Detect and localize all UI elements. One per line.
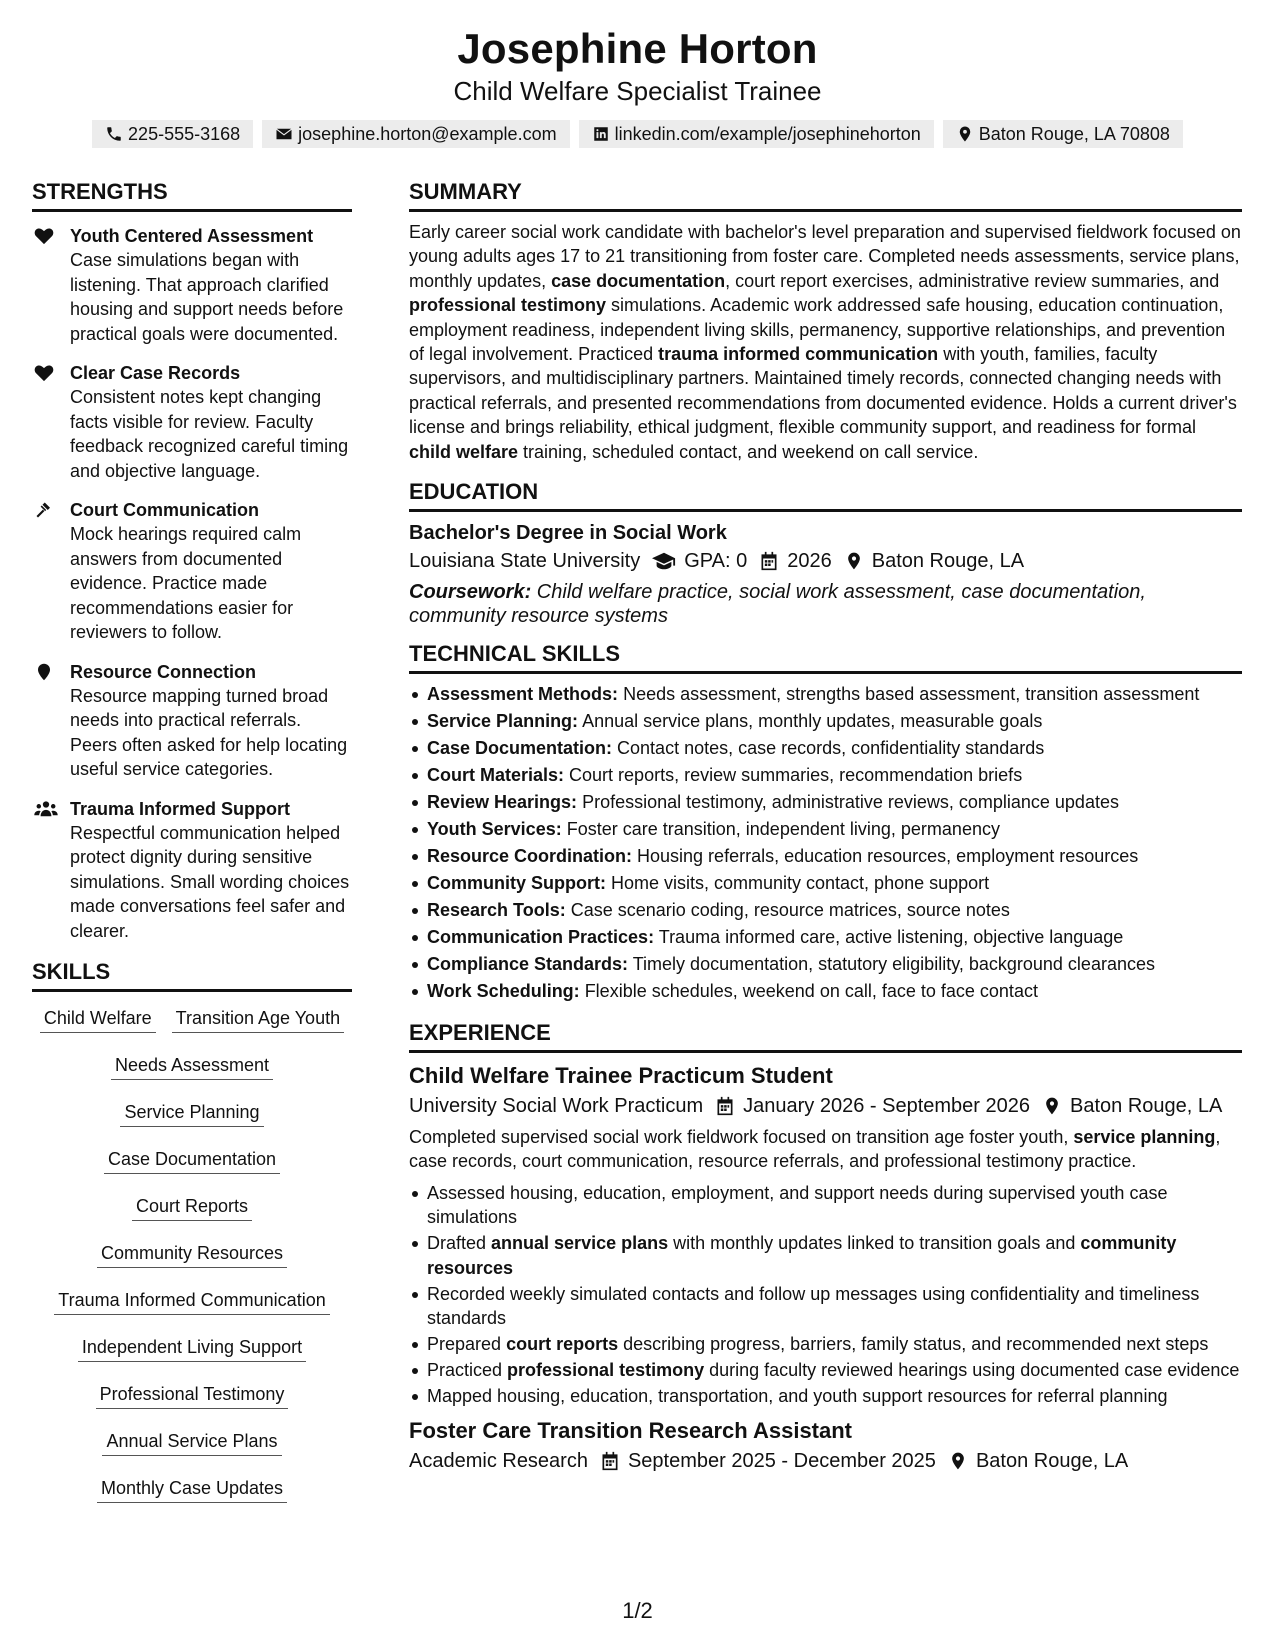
list-item: Compliance Standards: Timely documentation, statutory eligibility, background clearances (409, 951, 1242, 978)
right-column (409, 178, 1242, 1476)
linkedin-text: linkedin.com/example/josephinehorton (614, 123, 921, 144)
candidate-title: Child Welfare Specialist Trainee (453, 76, 822, 106)
list-item: Work Scheduling: Flexible schedules, weekend on call, face to face contact (409, 978, 1242, 1005)
job-org: Academic Research (409, 1450, 588, 1473)
job-entry (409, 1061, 1242, 1408)
phone-icon (105, 125, 123, 143)
list-item: Service Planning: Annual service plans, monthly updates, measurable goals (409, 708, 1242, 735)
job-location: Baton Rouge, LA (1070, 1095, 1223, 1118)
skill-tag: Court Reports (132, 1194, 252, 1221)
map-pin-icon (948, 1451, 968, 1471)
contact-location (943, 120, 1183, 148)
list-item: Practiced professional testimony during faculty reviewed hearings using documented case evidence (409, 1358, 1242, 1382)
map-pin-icon (1042, 1096, 1062, 1116)
gavel-icon (34, 501, 54, 519)
education-location: Baton Rouge, LA (871, 550, 1025, 573)
job-dates: January 2026 - September 2026 (743, 1095, 1030, 1118)
education-meta (409, 546, 1242, 576)
skills-heading: SKILLS (32, 958, 352, 992)
calendar-icon (759, 551, 779, 571)
list-item: Resource Coordination: Housing referrals, education resources, employment resources (409, 843, 1242, 870)
list-item: Research Tools: Case scenario coding, resource matrices, source notes (409, 897, 1242, 924)
experience-section (409, 1019, 1242, 1476)
summary-section (409, 178, 1242, 464)
skill-tag: Professional Testimony (96, 1382, 289, 1409)
phone-text: 225-555-3168 (128, 123, 241, 144)
page-number: 1/2 (622, 1598, 653, 1623)
education-section (409, 478, 1242, 628)
list-item: Drafted annual service plans with monthly updates linked to transition goals and community resources (409, 1231, 1242, 1280)
job-location: Baton Rouge, LA (975, 1450, 1129, 1473)
education-heading: EDUCATION (409, 478, 1242, 512)
gpa: GPA: 0 (684, 550, 748, 573)
job-meta (409, 1446, 1242, 1476)
job-title: Foster Care Transition Research Assistant (409, 1418, 853, 1444)
list-item: Youth Services: Foster care transition, independent living, permanency (409, 816, 1242, 843)
map-pin-icon (956, 125, 974, 143)
list-item: Case Documentation: Contact notes, case records, confidentiality standards (409, 735, 1242, 762)
technical-skills-heading: TECHNICAL SKILLS (409, 640, 1242, 674)
list-item: Court Materials: Court reports, review summaries, recommendation briefs (409, 762, 1242, 789)
strengths-section (32, 178, 352, 943)
skill-tag: Child Welfare (40, 1006, 156, 1033)
job-org: University Social Work Practicum (409, 1095, 704, 1118)
coursework: Coursework: Child welfare practice, social work assessment, case documentation, community resource systems (409, 581, 1146, 628)
school-name: Louisiana State University (409, 550, 641, 573)
map-pin-icon (844, 551, 864, 571)
linkedin-icon (592, 125, 610, 143)
heart-icon (34, 364, 54, 382)
resume-header (0, 22, 1275, 148)
skill-tag: Case Documentation (104, 1147, 280, 1174)
job-entry (409, 1416, 1242, 1476)
list-item: Community Support: Home visits, community contact, phone support (409, 870, 1242, 897)
skill-tag: Monthly Case Updates (97, 1476, 287, 1503)
degree-title: Bachelor's Degree in Social Work (409, 522, 727, 545)
technical-skills-section (409, 640, 1242, 1005)
list-item: Mapped housing, education, transportation, and youth support resources for referral planning (409, 1384, 1242, 1408)
list-item: Assessed housing, education, employment, and support needs during supervised youth case simulations (409, 1181, 1242, 1230)
graduation-cap-icon (652, 551, 676, 571)
left-column (32, 178, 352, 1523)
email-text: josephine.horton@example.com (298, 123, 557, 144)
calendar-icon (600, 1451, 620, 1471)
list-item: Review Hearings: Professional testimony, administrative reviews, compliance updates (409, 789, 1242, 816)
skill-tag: Community Resources (97, 1241, 287, 1268)
summary-text: Early career social work candidate with bachelor's level preparation and supervised fieldwork focused on young adults ages 17 to 21 transitioning from foster care. Completed needs assessments, service plans, monthly updates, case documentation, court report exercises, administrative review summaries, and professional testimony simulations. Academic work addressed safe housing, education continuation, employment readiness, independent living skills, permanency, supportive relationships, and prevention of legal involvement. Practiced trauma informed communication with youth, families, faculty supervisors, and multidisciplinary partners. Maintained timely records, connected changing needs with practical referrals, and presented recommendations from documented evidence. Holds a current driver's license and brings reliability, ethical judgment, flexible community support, and readiness for formal child welfare training, scheduled contact, and weekend on call service. (409, 222, 1241, 462)
contact-email[interactable] (262, 120, 569, 148)
strength-item: Youth Centered Assessment Case simulations began with listening. That approach clarified housing and support needs before practical goals were documented. (32, 224, 352, 346)
heart-icon (34, 227, 54, 245)
job-meta (409, 1091, 1242, 1121)
skill-tag: Needs Assessment (111, 1053, 273, 1080)
job-dates: September 2025 - December 2025 (627, 1450, 936, 1473)
list-item: Prepared court reports describing progress, barriers, family status, and recommended next steps (409, 1332, 1242, 1356)
candidate-name: Josephine Horton (457, 25, 818, 72)
skill-tag: Independent Living Support (78, 1335, 306, 1362)
skills-section (32, 958, 352, 1503)
experience-heading: EXPERIENCE (409, 1019, 1242, 1053)
list-item: Assessment Methods: Needs assessment, strengths based assessment, transition assessment (409, 681, 1242, 708)
summary-heading: SUMMARY (409, 178, 1242, 212)
list-item: Communication Practices: Trauma informed care, active listening, objective language (409, 924, 1242, 951)
contact-linkedin[interactable] (579, 120, 934, 148)
strength-item: Trauma Informed Support Respectful communication helped protect dignity during sensitive simulations. Small wording choices made conversations feel safer and clearer. (32, 797, 352, 944)
skill-tag: Annual Service Plans (102, 1429, 281, 1456)
graduation-year: 2026 (787, 550, 832, 573)
contact-phone[interactable] (92, 120, 253, 148)
job-description: Completed supervised social work fieldwork focused on transition age foster youth, service planning, case records, court communication, resource referrals, and professional testimony practice. (409, 1127, 1221, 1172)
skill-tag: Service Planning (120, 1100, 263, 1127)
skill-tag: Trauma Informed Communication (54, 1288, 329, 1315)
strengths-heading: STRENGTHS (32, 178, 352, 212)
map-pin-icon (34, 663, 54, 681)
strength-item: Resource Connection Resource mapping turned broad needs into practical referrals. Peers often asked for help locating useful service categories. (32, 660, 352, 782)
job-title: Child Welfare Trainee Practicum Student (409, 1063, 833, 1089)
people-icon (34, 800, 58, 818)
calendar-icon (715, 1096, 735, 1116)
location-text: Baton Rouge, LA 70808 (978, 123, 1170, 144)
envelope-icon (275, 125, 293, 143)
strength-item: Court Communication Mock hearings required calm answers from documented evidence. Practice made recommendations easier for reviewers to follow. (32, 498, 352, 645)
skill-tag: Transition Age Youth (172, 1006, 344, 1033)
contact-bar (0, 120, 1275, 148)
list-item: Recorded weekly simulated contacts and follow up messages using confidentiality and timeliness standards (409, 1282, 1242, 1331)
strength-item: Clear Case Records Consistent notes kept changing facts visible for review. Faculty feedback recognized careful timing and objective language. (32, 361, 352, 483)
